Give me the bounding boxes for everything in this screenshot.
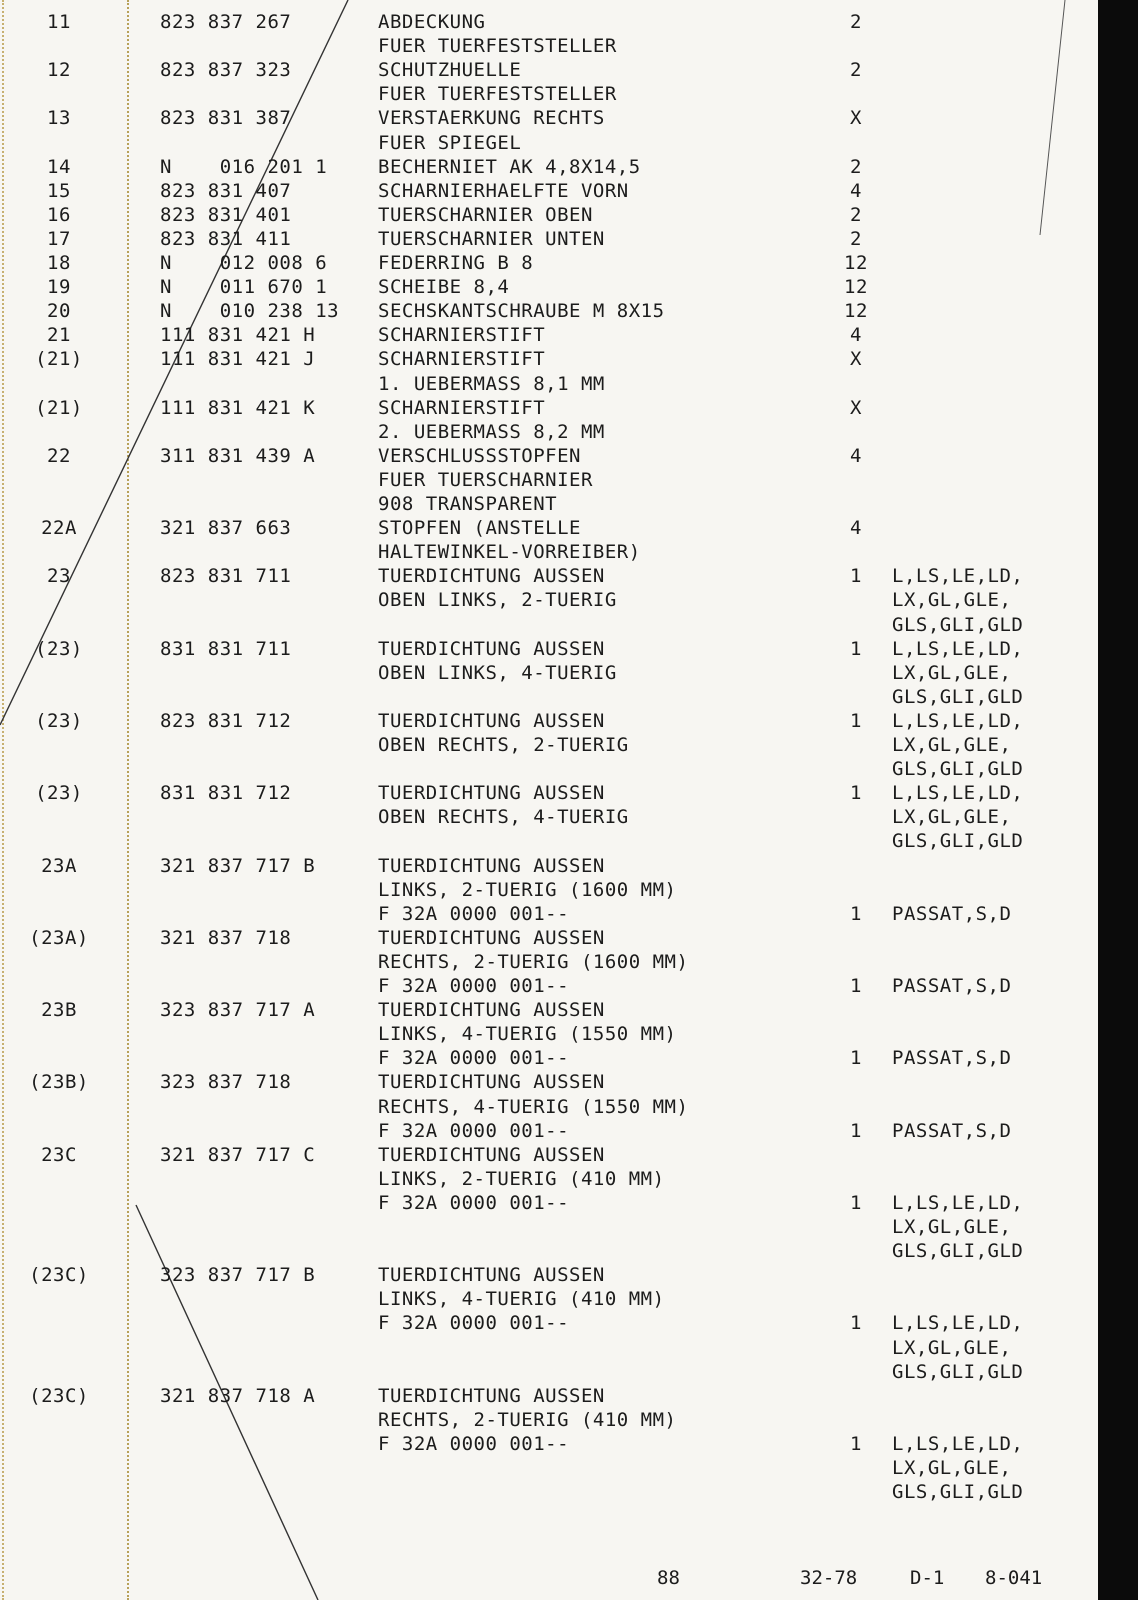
desc-cell: FEDERRING B 8 <box>378 252 534 274</box>
pos-cell: (21) <box>35 348 83 371</box>
qty-cell: X <box>850 348 862 371</box>
pos-cell: 20 <box>47 300 71 323</box>
pos-cell: (23C) <box>29 1264 89 1287</box>
models-cell: L,LS,LE,LD, <box>892 1312 1024 1335</box>
pos-cell: 11 <box>47 11 71 33</box>
desc-cell: OBEN RECHTS, 2-TUERIG <box>378 734 629 756</box>
desc-cell: F 32A 0000 001-- <box>378 902 570 925</box>
desc-cell: RECHTS, 2-TUERIG (1600 MM) <box>378 950 689 973</box>
desc-cell: LINKS, 2-TUERIG (1600 MM) <box>378 878 677 901</box>
pos-cell: 23A <box>41 854 77 877</box>
table-row <box>0 661 1100 685</box>
table-row <box>0 1263 1100 1287</box>
table-row <box>0 854 1100 878</box>
qty-cell: 2 <box>850 203 862 226</box>
desc-cell: TUERSCHARNIER OBEN <box>378 203 593 226</box>
models-cell: PASSAT,S,D <box>892 1119 1012 1142</box>
desc-cell: BECHERNIET AK 4,8X14,5 <box>378 155 641 178</box>
models-cell: GLS,GLI,GLD <box>892 758 1024 781</box>
desc-cell: SECHSKANTSCHRAUBE M 8X15 <box>378 300 665 323</box>
table-row <box>0 637 1100 661</box>
desc-cell: TUERDICHTUNG AUSSEN <box>378 709 605 732</box>
table-row <box>0 1336 1100 1360</box>
table-row <box>0 902 1100 926</box>
pos-cell: 12 <box>47 59 71 82</box>
desc-cell: F 32A 0000 001-- <box>378 1312 570 1335</box>
table-row <box>0 1384 1100 1408</box>
models-cell: LX,GL,GLE, <box>892 806 1012 829</box>
models-cell: L,LS,LE,LD, <box>892 709 1024 732</box>
pos-cell: (23B) <box>29 1071 89 1094</box>
table-row <box>0 82 1100 106</box>
desc-cell: FUER TUERFESTSTELLER <box>378 35 617 58</box>
qty-cell: 1 <box>850 1191 862 1214</box>
qty-cell: 4 <box>850 179 862 202</box>
desc-cell: TUERDICHTUNG AUSSEN <box>378 1143 605 1166</box>
qty-cell: 4 <box>850 517 862 540</box>
desc-cell: TUERDICHTUNG AUSSEN <box>378 854 605 877</box>
desc-cell: SCHEIBE 8,4 <box>378 276 510 299</box>
desc-cell: FUER TUERFESTSTELLER <box>378 83 617 106</box>
qty-cell: 1 <box>850 709 862 732</box>
qty-cell: 1 <box>850 637 862 660</box>
pos-cell: 19 <box>47 276 71 299</box>
desc-cell: SCHARNIERSTIFT <box>378 324 546 347</box>
table-row <box>0 1408 1100 1432</box>
pos-cell: 18 <box>47 252 71 274</box>
table-row <box>0 1070 1100 1094</box>
part-cell: 823 831 407 <box>160 179 292 202</box>
desc-cell: HALTEWINKEL-VORREIBER) <box>378 541 641 564</box>
table-row <box>0 950 1100 974</box>
qty-cell: 1 <box>850 975 862 997</box>
desc-cell: LINKS, 4-TUERIG (1550 MM) <box>378 1023 677 1046</box>
models-cell: L,LS,LE,LD, <box>892 565 1024 588</box>
pos-cell: (23C) <box>29 1384 89 1407</box>
part-cell: 323 837 717 A <box>160 999 316 1022</box>
table-row <box>0 709 1100 733</box>
desc-cell: VERSTAERKUNG RECHTS <box>378 107 605 130</box>
table-row <box>0 1239 1100 1263</box>
part-cell: 321 837 718 <box>160 926 292 949</box>
desc-cell: F 32A 0000 001-- <box>378 1432 570 1455</box>
part-cell: 323 837 717 B <box>160 1264 316 1287</box>
table-row <box>0 275 1100 299</box>
part-cell: 823 837 267 <box>160 11 292 33</box>
footer-code-b: 32-78 <box>800 1567 858 1589</box>
table-row <box>0 10 1100 34</box>
table-row <box>0 588 1100 612</box>
pos-cell: 15 <box>47 179 71 202</box>
desc-cell: TUERDICHTUNG AUSSEN <box>378 637 605 660</box>
table-row <box>0 299 1100 323</box>
pos-cell: (21) <box>35 396 83 419</box>
part-cell: 321 837 717 B <box>160 854 316 877</box>
desc-cell: RECHTS, 4-TUERIG (1550 MM) <box>378 1095 689 1118</box>
table-row <box>0 781 1100 805</box>
pos-cell: 13 <box>47 107 71 130</box>
pos-cell: (23) <box>35 782 83 805</box>
qty-cell: 1 <box>850 1432 862 1455</box>
part-cell: 323 837 718 <box>160 1071 292 1094</box>
qty-cell: X <box>850 396 862 419</box>
part-cell: 823 837 323 <box>160 59 292 82</box>
models-cell: PASSAT,S,D <box>892 1047 1012 1070</box>
table-row <box>0 444 1100 468</box>
desc-cell: TUERDICHTUNG AUSSEN <box>378 1071 605 1094</box>
pos-cell: 23B <box>41 999 77 1022</box>
table-row <box>0 1167 1100 1191</box>
part-cell: 823 831 401 <box>160 203 292 226</box>
desc-cell: TUERDICHTUNG AUSSEN <box>378 1384 605 1407</box>
desc-cell: TUERSCHARNIER UNTEN <box>378 227 605 250</box>
table-row <box>0 878 1100 902</box>
part-cell: 831 831 711 <box>160 637 292 660</box>
models-cell: LX,GL,GLE, <box>892 589 1012 612</box>
table-row <box>0 685 1100 709</box>
table-row <box>0 347 1100 371</box>
qty-cell: 2 <box>850 155 862 178</box>
qty-cell: 1 <box>850 565 862 588</box>
qty-cell: 1 <box>850 782 862 805</box>
table-row <box>0 998 1100 1022</box>
table-row <box>0 1119 1100 1143</box>
desc-cell: SCHARNIERSTIFT <box>378 396 546 419</box>
desc-cell: STOPFEN (ANSTELLE <box>378 517 581 540</box>
qty-cell: 12 <box>844 252 868 274</box>
desc-cell: TUERDICHTUNG AUSSEN <box>378 926 605 949</box>
models-cell: GLS,GLI,GLD <box>892 685 1024 708</box>
table-row <box>0 1456 1100 1480</box>
table-row <box>0 1143 1100 1167</box>
table-row <box>0 1432 1100 1456</box>
desc-cell: VERSCHLUSSSTOPFEN <box>378 444 581 467</box>
part-cell: 823 831 411 <box>160 227 292 250</box>
table-row <box>0 58 1100 82</box>
part-cell: 321 837 718 A <box>160 1384 316 1407</box>
table-row <box>0 1095 1100 1119</box>
models-cell: GLS,GLI,GLD <box>892 1360 1024 1383</box>
desc-cell: TUERDICHTUNG AUSSEN <box>378 1264 605 1287</box>
desc-cell: F 32A 0000 001-- <box>378 1191 570 1214</box>
table-row <box>0 1480 1100 1504</box>
table-row <box>0 1022 1100 1046</box>
models-cell: LX,GL,GLE, <box>892 1336 1012 1359</box>
table-row <box>0 805 1100 829</box>
qty-cell: 1 <box>850 902 862 925</box>
pos-cell: 17 <box>47 227 71 250</box>
table-row <box>0 155 1100 179</box>
desc-cell: OBEN LINKS, 2-TUERIG <box>378 589 617 612</box>
pos-cell: (23A) <box>29 926 89 949</box>
table-row <box>0 1215 1100 1239</box>
models-cell: L,LS,LE,LD, <box>892 1432 1024 1455</box>
desc-cell: 1. UEBERMASS 8,1 MM <box>378 372 605 395</box>
part-cell: 321 837 663 <box>160 517 292 540</box>
part-cell: 831 831 712 <box>160 782 292 805</box>
table-row <box>0 829 1100 853</box>
table-row <box>0 396 1100 420</box>
desc-cell: SCHARNIERSTIFT <box>378 348 546 371</box>
table-row <box>0 106 1100 130</box>
models-cell: LX,GL,GLE, <box>892 661 1012 684</box>
table-row <box>0 1360 1100 1384</box>
table-row <box>0 468 1100 492</box>
desc-cell: 908 TRANSPARENT <box>378 493 558 515</box>
pos-cell: 22 <box>47 444 71 467</box>
models-cell: L,LS,LE,LD, <box>892 1191 1024 1214</box>
table-row <box>0 1191 1100 1215</box>
table-row <box>0 926 1100 950</box>
pos-cell: 23C <box>41 1143 77 1166</box>
table-row <box>0 251 1100 275</box>
desc-cell: LINKS, 2-TUERIG (410 MM) <box>378 1167 665 1190</box>
part-cell: N 016 201 1 <box>160 155 328 178</box>
table-row <box>0 1046 1100 1070</box>
part-cell: N 012 008 6 <box>160 252 328 274</box>
desc-cell: TUERDICHTUNG AUSSEN <box>378 999 605 1022</box>
part-cell: 823 831 387 <box>160 107 292 130</box>
table-row <box>0 1311 1100 1335</box>
desc-cell: OBEN LINKS, 4-TUERIG <box>378 661 617 684</box>
table-row <box>0 179 1100 203</box>
models-cell: PASSAT,S,D <box>892 975 1012 997</box>
qty-cell: X <box>850 107 862 130</box>
desc-cell: ABDECKUNG <box>378 11 486 33</box>
models-cell: GLS,GLI,GLD <box>892 613 1024 636</box>
table-row <box>0 34 1100 58</box>
models-cell: GLS,GLI,GLD <box>892 1240 1024 1263</box>
qty-cell: 4 <box>850 324 862 347</box>
footer-code-a: 88 <box>657 1567 680 1589</box>
table-row <box>0 540 1100 564</box>
part-cell: 311 831 439 A <box>160 444 316 467</box>
models-cell: L,LS,LE,LD, <box>892 782 1024 805</box>
desc-cell: 2. UEBERMASS 8,2 MM <box>378 420 605 443</box>
table-row <box>0 323 1100 347</box>
part-cell: N 011 670 1 <box>160 276 328 299</box>
models-cell: GLS,GLI,GLD <box>892 830 1024 853</box>
part-cell: 823 831 712 <box>160 709 292 732</box>
qty-cell: 2 <box>850 59 862 82</box>
qty-cell: 1 <box>850 1047 862 1070</box>
table-row <box>0 203 1100 227</box>
table-row <box>0 564 1100 588</box>
part-cell: 111 831 421 H <box>160 324 316 347</box>
desc-cell: SCHUTZHUELLE <box>378 59 522 82</box>
table-row <box>0 974 1100 998</box>
models-cell: GLS,GLI,GLD <box>892 1481 1024 1504</box>
footer-code-d: 8-041 <box>985 1567 1043 1589</box>
models-cell: PASSAT,S,D <box>892 902 1012 925</box>
desc-cell: F 32A 0000 001-- <box>378 1119 570 1142</box>
models-cell: L,LS,LE,LD, <box>892 637 1024 660</box>
part-cell: 111 831 421 J <box>160 348 316 371</box>
pos-cell: 21 <box>47 324 71 347</box>
pos-cell: (23) <box>35 637 83 660</box>
table-row <box>0 733 1100 757</box>
table-row <box>0 492 1100 516</box>
models-cell: LX,GL,GLE, <box>892 1216 1012 1238</box>
desc-cell: RECHTS, 2-TUERIG (410 MM) <box>378 1408 677 1431</box>
desc-cell: FUER SPIEGEL <box>378 131 522 154</box>
table-row <box>0 757 1100 781</box>
desc-cell: F 32A 0000 001-- <box>378 975 570 997</box>
table-row <box>0 227 1100 251</box>
qty-cell: 1 <box>850 1119 862 1142</box>
models-cell: LX,GL,GLE, <box>892 734 1012 756</box>
qty-cell: 1 <box>850 1312 862 1335</box>
table-row <box>0 1287 1100 1311</box>
table-row <box>0 516 1100 540</box>
part-cell: 111 831 421 K <box>160 396 316 419</box>
table-row <box>0 131 1100 155</box>
desc-cell: FUER TUERSCHARNIER <box>378 468 593 491</box>
qty-cell: 12 <box>844 300 868 323</box>
part-cell: 823 831 711 <box>160 565 292 588</box>
qty-cell: 4 <box>850 444 862 467</box>
pos-cell: 16 <box>47 203 71 226</box>
models-cell: LX,GL,GLE, <box>892 1457 1012 1479</box>
pos-cell: 22A <box>41 517 77 540</box>
desc-cell: OBEN RECHTS, 4-TUERIG <box>378 806 629 829</box>
footer-code-c: D-1 <box>910 1567 945 1589</box>
desc-cell: LINKS, 4-TUERIG (410 MM) <box>378 1288 665 1311</box>
pos-cell: 23 <box>47 565 71 588</box>
qty-cell: 2 <box>850 11 862 33</box>
desc-cell: F 32A 0000 001-- <box>378 1047 570 1070</box>
part-cell: N 010 238 13 <box>160 300 340 323</box>
desc-cell: TUERDICHTUNG AUSSEN <box>378 565 605 588</box>
part-cell: 321 837 717 C <box>160 1143 316 1166</box>
desc-cell: SCHARNIERHAELFTE VORN <box>378 179 629 202</box>
table-row <box>0 372 1100 396</box>
table-row <box>0 420 1100 444</box>
pos-cell: (23) <box>35 709 83 732</box>
pos-cell: 14 <box>47 155 71 178</box>
qty-cell: 12 <box>844 276 868 299</box>
desc-cell: TUERDICHTUNG AUSSEN <box>378 782 605 805</box>
qty-cell: 2 <box>850 227 862 250</box>
table-row <box>0 613 1100 637</box>
